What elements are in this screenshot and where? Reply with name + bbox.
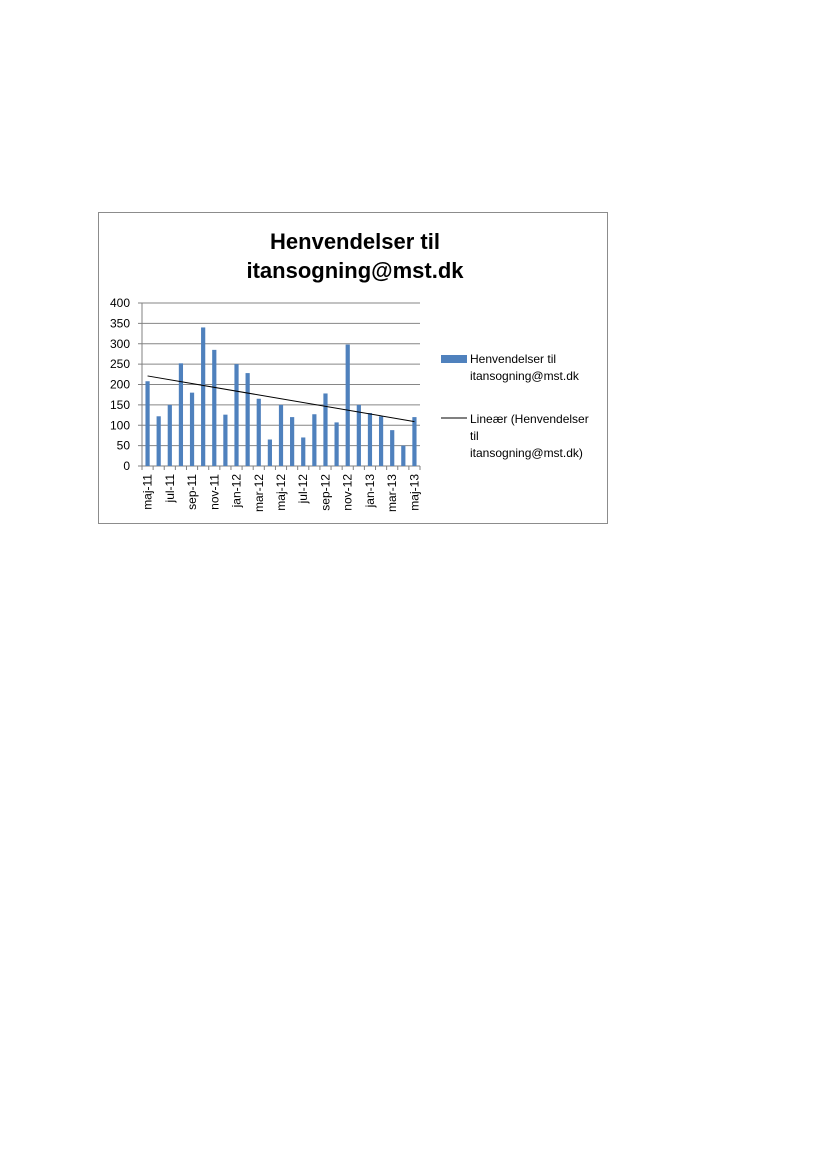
y-tick-label: 350	[109, 316, 130, 331]
x-tick-label: sep-12	[318, 474, 333, 511]
x-tick-label: maj-12	[274, 474, 288, 511]
chart-frame	[98, 212, 608, 524]
bar	[368, 413, 372, 466]
bar	[246, 373, 250, 466]
bar	[234, 364, 238, 466]
x-tick-label: nov-12	[340, 474, 355, 511]
legend-label-series: itansogning@mst.dk	[470, 369, 579, 383]
bar	[390, 430, 394, 466]
bar	[201, 327, 205, 466]
bar-chart	[99, 213, 609, 525]
bar	[157, 416, 161, 466]
x-tick-label: mar-13	[385, 474, 400, 513]
bar	[190, 393, 194, 466]
legend-label-trend: Lineær (Henvendelser	[470, 412, 589, 426]
bar	[179, 363, 183, 466]
x-tick-label: nov-11	[207, 474, 222, 510]
y-tick-label: 200	[109, 377, 130, 392]
x-tick-label: sep-11	[185, 474, 200, 510]
x-tick-label: maj-11	[140, 474, 155, 510]
y-tick-label: 0	[123, 459, 130, 473]
bar	[290, 417, 294, 466]
bar	[412, 417, 416, 466]
bar	[312, 414, 316, 466]
y-tick-label: 50	[116, 438, 130, 453]
y-tick-label: 400	[109, 296, 130, 310]
bar	[257, 399, 261, 466]
legend-label-trend: til	[470, 429, 479, 443]
chart-title-line: itansogning@mst.dk	[246, 258, 464, 283]
chart-title-line: Henvendelser til	[270, 229, 440, 254]
y-tick-label: 250	[109, 357, 130, 372]
y-tick-label: 150	[109, 397, 130, 412]
bar	[279, 405, 283, 466]
x-tick-label: jan-12	[229, 474, 244, 508]
bar	[268, 440, 272, 466]
bar	[335, 422, 339, 466]
bar	[323, 393, 327, 466]
bar	[346, 345, 350, 466]
x-tick-label: maj-13	[407, 474, 422, 511]
x-tick-label: jan-13	[362, 474, 377, 508]
x-tick-label: jul-12	[296, 474, 311, 504]
y-tick-label: 100	[109, 418, 130, 433]
bar	[401, 446, 405, 466]
legend-label-trend: itansogning@mst.dk)	[470, 446, 583, 460]
bar	[379, 416, 383, 466]
bar	[145, 381, 149, 466]
bar	[301, 437, 305, 466]
legend-label-series: Henvendelser til	[470, 352, 557, 366]
bar	[212, 350, 216, 466]
legend-swatch-series	[441, 355, 467, 363]
x-tick-label: mar-12	[251, 474, 266, 513]
x-tick-label: jul-11	[162, 474, 177, 503]
bar	[168, 405, 172, 466]
bar	[357, 405, 361, 466]
y-tick-label: 300	[109, 336, 130, 351]
bar	[223, 415, 227, 466]
